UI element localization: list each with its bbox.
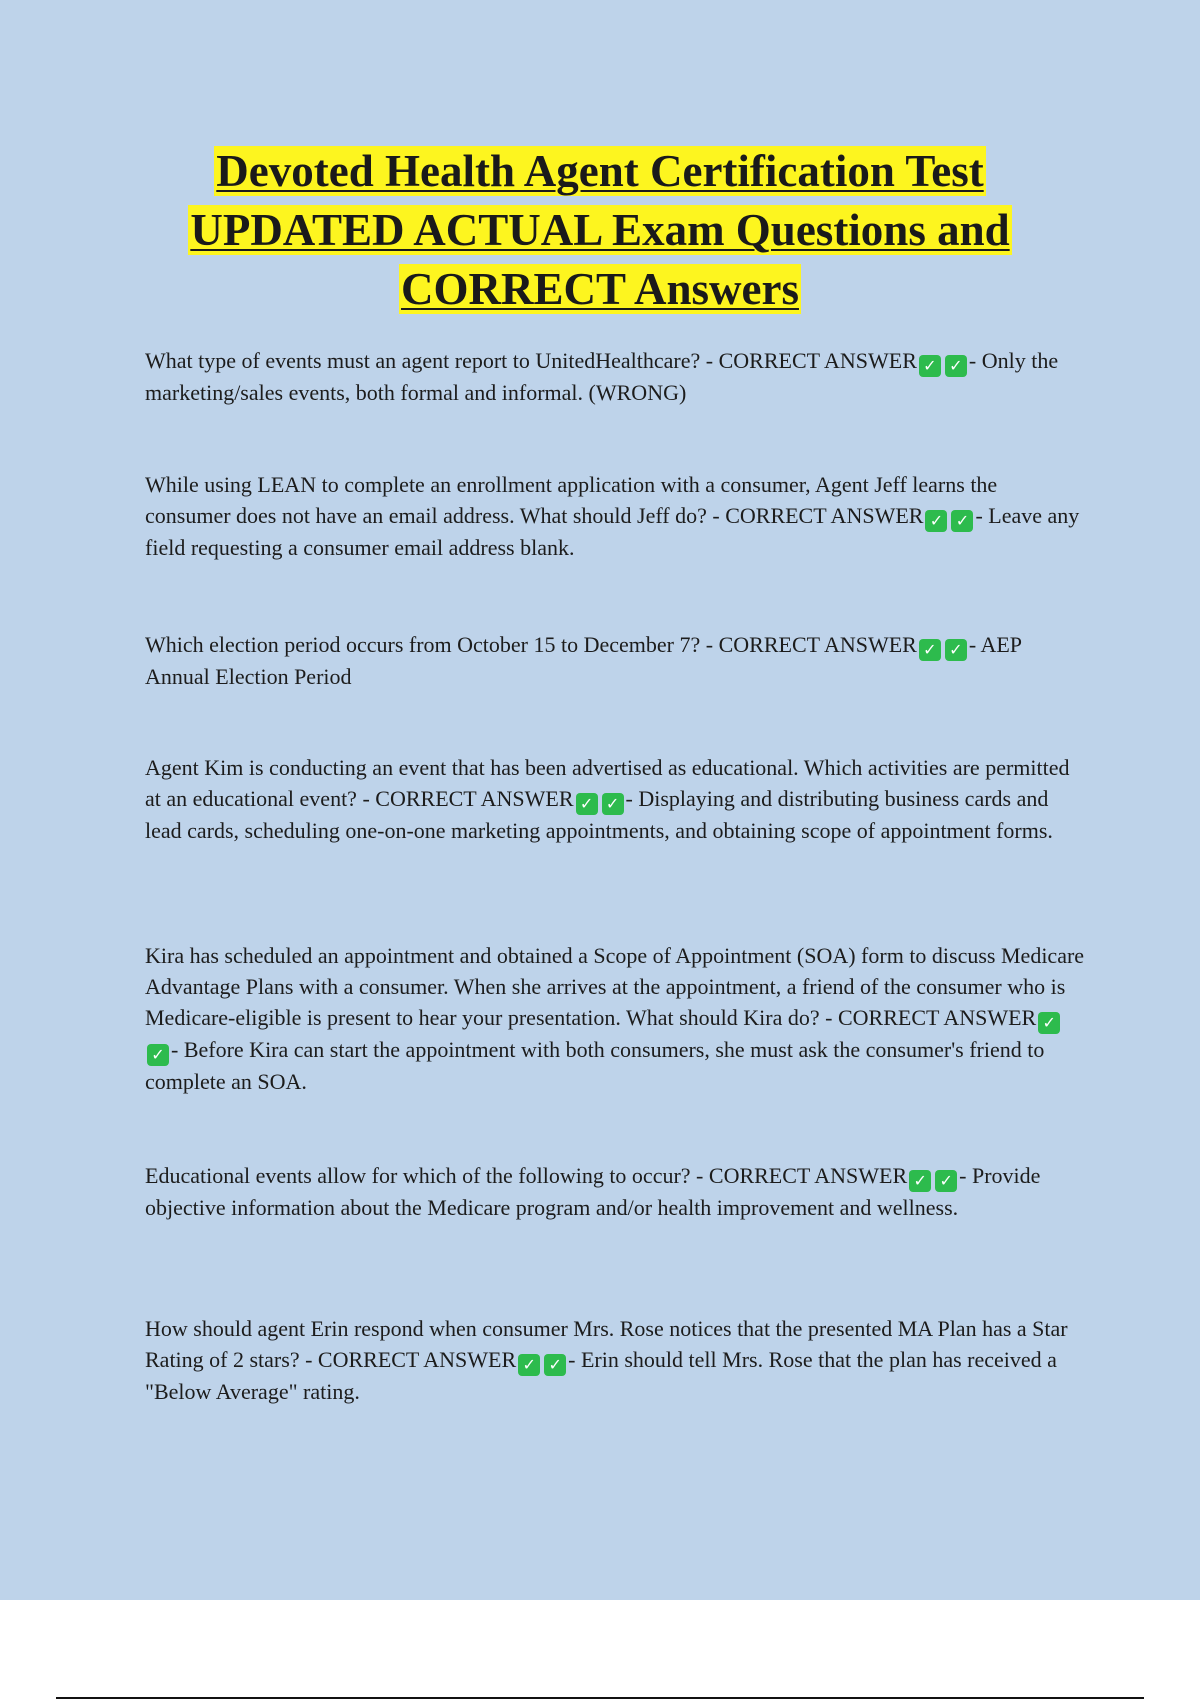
qa-item-5	[145, 940, 1085, 1097]
qa-item-6	[145, 1160, 1085, 1223]
answer-text: - Only the marketing/sales events, both formal and informal. (WRONG)	[145, 348, 1059, 405]
question-text: What type of events must an agent report to UnitedHealthcare? -	[145, 348, 719, 373]
qa-item-2	[145, 469, 1085, 563]
answer-marker: CORRECT ANSWER	[718, 348, 917, 373]
check-mark-icon: ✓	[945, 355, 967, 377]
answer-marker: CORRECT ANSWER	[317, 1347, 517, 1372]
question-text: How should agent Erin respond when consumer Mrs. Rose notices that the presented MA Plan has a Star Rating of 2 stars? -	[145, 1316, 1068, 1372]
answer-text: - Leave any field requesting a consumer email address blank.	[145, 503, 1080, 560]
question-text: Kira has scheduled an appointment and obtained a Scope of Appointment (SOA) form to discuss Medicare Advantage Plans with a consumer. When she arrives at the appointment, a friend of the consumer who is Medicare-eligible is present to hear your presentation. What should Kira do? -	[145, 943, 1085, 1030]
check-mark-icon: ✓	[951, 510, 973, 532]
answer-marker: CORRECT ANSWER	[375, 786, 574, 811]
answer-marker: CORRECT ANSWER	[708, 1163, 908, 1188]
check-mark-icon: ✓	[544, 1354, 566, 1376]
check-mark-icon: ✓	[945, 639, 967, 661]
qa-item-4	[145, 752, 1085, 846]
check-mark-icon: ✓	[919, 355, 941, 377]
question-text: Educational events allow for which of the following to occur? -	[145, 1163, 709, 1188]
check-mark-icon: ✓	[935, 1170, 957, 1192]
question-text: While using LEAN to complete an enrollment application with a consumer, Agent Jeff learns the consumer does not have an email address. What should Jeff do? -	[145, 472, 998, 528]
title-line-3: CORRECT Answers	[401, 264, 799, 314]
check-mark-icon: ✓	[909, 1170, 931, 1192]
title-line-2: UPDATED ACTUAL Exam Questions and	[190, 205, 1010, 255]
check-mark-icon: ✓	[518, 1354, 540, 1376]
qa-item-7	[145, 1313, 1085, 1407]
qa-item-1	[145, 345, 1085, 408]
check-mark-icon: ✓	[1038, 1012, 1060, 1034]
question-text: Agent Kim is conducting an event that has been advertised as educational. Which activities are permitted at an educational event? -	[145, 755, 1070, 811]
footer-divider	[56, 1697, 1144, 1699]
title-line-1: Devoted Health Agent Certification Test	[216, 146, 984, 196]
answer-text: - Provide objective information about the Medicare program and/or health improvement and wellness.	[145, 1163, 1041, 1220]
answer-marker: CORRECT ANSWER	[718, 632, 917, 657]
question-text: Which election period occurs from October 15 to December 7? -	[145, 632, 719, 657]
check-mark-icon: ✓	[576, 793, 598, 815]
answer-text: - Erin should tell Mrs. Rose that the plan has received a "Below Average" rating.	[145, 1347, 1057, 1404]
qa-item-3	[145, 629, 1085, 692]
check-mark-icon: ✓	[919, 639, 941, 661]
document-title	[0, 142, 1200, 319]
check-mark-icon: ✓	[602, 793, 624, 815]
check-mark-icon: ✓	[925, 510, 947, 532]
check-mark-icon: ✓	[147, 1044, 169, 1066]
answer-text: - Displaying and distributing business cards and lead cards, scheduling one-on-one marketing appointments, and obtaining scope of appointment forms.	[145, 786, 1053, 843]
answer-marker: CORRECT ANSWER	[725, 503, 924, 528]
answer-marker: CORRECT ANSWER	[837, 1005, 1037, 1030]
answer-text: - AEP Annual Election Period	[145, 632, 1022, 689]
answer-text: - Before Kira can start the appointment with both consumers, she must ask the consumer's friend to complete an SOA.	[145, 1037, 1045, 1094]
